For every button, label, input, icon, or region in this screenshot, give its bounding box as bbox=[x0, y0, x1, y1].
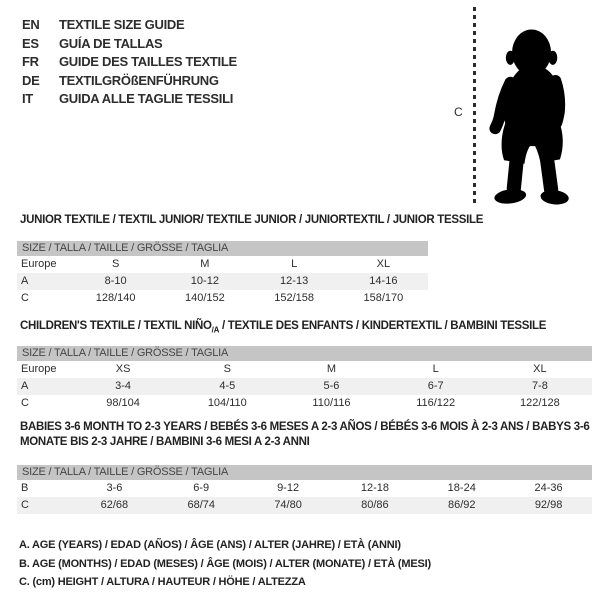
size-cell: S bbox=[223, 363, 231, 375]
language-code: DE bbox=[22, 72, 40, 88]
junior-table-title bbox=[20, 213, 580, 228]
size-cell: 9-12 bbox=[277, 482, 300, 494]
size-header-bar: SIZE / TALLA / TAILLE / GRÖSSE / TAGLIA bbox=[17, 346, 592, 361]
size-cell: 6-7 bbox=[427, 380, 444, 392]
row-label: Europe bbox=[21, 363, 57, 375]
table-row bbox=[17, 273, 428, 290]
row-label: C bbox=[21, 397, 29, 409]
size-cell: 158/170 bbox=[363, 292, 404, 304]
language-guide-title: TEXTILGRÖßENFÜHRUNG bbox=[59, 72, 219, 88]
language-row bbox=[22, 53, 237, 72]
row-label: A bbox=[21, 380, 29, 392]
language-guide-title: GUÍA DE TALLAS bbox=[59, 35, 163, 51]
language-title-list bbox=[22, 16, 237, 109]
table-title-segment: BABIES 3-6 MONTH TO 2-3 YEARS / BEBÉS 3-6 MESES A 2-3 AÑOS / BÉBÉS 3-6 MOIS À 2-3 ANS / BABYS 3-6 MONATE BIS 2-3 JAHRE / BAMBINI 3-6 MESI A 2-3 ANNI bbox=[20, 421, 590, 448]
size-header-bar: SIZE / TALLA / TAILLE / GRÖSSE / TAGLIA bbox=[17, 241, 428, 256]
table-row bbox=[17, 395, 592, 412]
language-code: ES bbox=[22, 35, 39, 51]
size-cell: 14-16 bbox=[369, 275, 398, 287]
children-size-table bbox=[17, 346, 592, 412]
table-title-segment: JUNIOR TEXTILE / TEXTIL JUNIOR/ TEXTILE JUNIOR / JUNIORTEXTIL / JUNIOR TESSILE bbox=[20, 214, 484, 226]
size-cell: 116/122 bbox=[416, 397, 456, 409]
size-cell: 122/128 bbox=[520, 397, 560, 409]
size-cell: 4-5 bbox=[219, 380, 236, 392]
size-cell: 98/104 bbox=[106, 397, 140, 409]
table-row bbox=[17, 497, 592, 514]
size-cell: 12-18 bbox=[360, 482, 389, 494]
size-cell: 24-36 bbox=[534, 482, 563, 494]
size-cell: S bbox=[111, 258, 120, 270]
legend-line-height: C. (cm) HEIGHT / ALTURA / HAUTEUR / HÖHE / ALTEZZA bbox=[19, 576, 306, 588]
size-cell: 80/86 bbox=[361, 499, 389, 511]
table-title-segment: / TEXTILE DES ENFANTS / KINDERTEXTIL / BAMBINI TESSILE bbox=[219, 320, 547, 332]
size-cell: L bbox=[291, 258, 298, 270]
table-row bbox=[17, 256, 428, 273]
table-row bbox=[17, 290, 428, 307]
language-guide-title: GUIDE DES TAILLES TEXTILE bbox=[59, 54, 237, 69]
size-cell: 6-9 bbox=[193, 482, 210, 494]
size-cell: 8-10 bbox=[104, 275, 127, 287]
size-cell: 74/80 bbox=[274, 499, 302, 511]
language-row bbox=[22, 35, 237, 54]
size-header-bar: SIZE / TALLA / TAILLE / GRÖSSE / TAGLIA bbox=[17, 465, 592, 480]
height-measure-label: C bbox=[454, 105, 463, 119]
language-row bbox=[22, 16, 237, 35]
size-cell: 110/116 bbox=[312, 397, 351, 409]
size-cell: M bbox=[200, 258, 210, 270]
size-cell: XL bbox=[376, 258, 391, 270]
row-label: A bbox=[21, 275, 29, 287]
legend bbox=[19, 536, 431, 592]
row-label: C bbox=[21, 499, 29, 511]
table-title-segment: /A bbox=[211, 325, 220, 335]
language-guide-title: GUIDA ALLE TAGLIE TESSILI bbox=[59, 91, 234, 106]
babies-size-table bbox=[17, 465, 592, 514]
language-row bbox=[22, 90, 237, 109]
language-code: FR bbox=[22, 54, 39, 69]
legend-line-age-years: A. AGE (YEARS) / EDAD (AÑOS) / ÂGE (ANS) / ALTER (JAHRE) / ETÀ (ANNI) bbox=[19, 539, 401, 551]
babies-table-title bbox=[20, 420, 598, 450]
table-row bbox=[17, 361, 592, 378]
height-dashed-line-icon bbox=[473, 7, 476, 207]
size-cell: 3-4 bbox=[115, 380, 132, 392]
table-row bbox=[17, 378, 592, 395]
children-table-title bbox=[20, 319, 595, 337]
size-cell: 62/68 bbox=[100, 499, 129, 511]
language-guide-title: TEXTILE SIZE GUIDE bbox=[59, 17, 185, 32]
size-cell: XS bbox=[115, 363, 131, 375]
row-label: B bbox=[21, 482, 29, 494]
size-cell: 5-6 bbox=[323, 380, 340, 392]
size-cell: 18-24 bbox=[447, 482, 476, 494]
row-label: C bbox=[21, 292, 29, 304]
table-row bbox=[17, 480, 592, 497]
junior-size-table bbox=[17, 241, 428, 307]
language-code: IT bbox=[22, 91, 33, 106]
size-cell: 86/92 bbox=[447, 499, 476, 511]
size-cell: 92/98 bbox=[534, 499, 563, 511]
size-cell: 7-8 bbox=[531, 380, 548, 392]
size-cell: XL bbox=[533, 363, 547, 375]
size-cell: 140/152 bbox=[184, 292, 225, 304]
size-cell: 104/110 bbox=[207, 397, 247, 409]
size-cell: M bbox=[326, 363, 337, 375]
size-cell: 3-6 bbox=[106, 482, 123, 494]
language-code: EN bbox=[22, 17, 40, 32]
language-row bbox=[22, 72, 237, 91]
legend-line-age-months: B. AGE (MONTHS) / EDAD (MESES) / ÂGE (MOIS) / ALTER (MONATE) / ETÀ (MESI) bbox=[19, 557, 431, 570]
table-title-segment: CHILDREN'S TEXTILE / TEXTIL NIÑO bbox=[20, 320, 212, 332]
size-cell: 10-12 bbox=[190, 275, 219, 287]
size-cell: 152/158 bbox=[274, 292, 314, 304]
size-cell: 128/140 bbox=[95, 292, 136, 304]
row-label: Europe bbox=[21, 258, 57, 270]
size-cell: 12-13 bbox=[280, 275, 309, 287]
toddler-silhouette-icon bbox=[481, 26, 583, 207]
size-cell: 68/74 bbox=[187, 499, 215, 511]
size-cell: L bbox=[432, 363, 439, 375]
